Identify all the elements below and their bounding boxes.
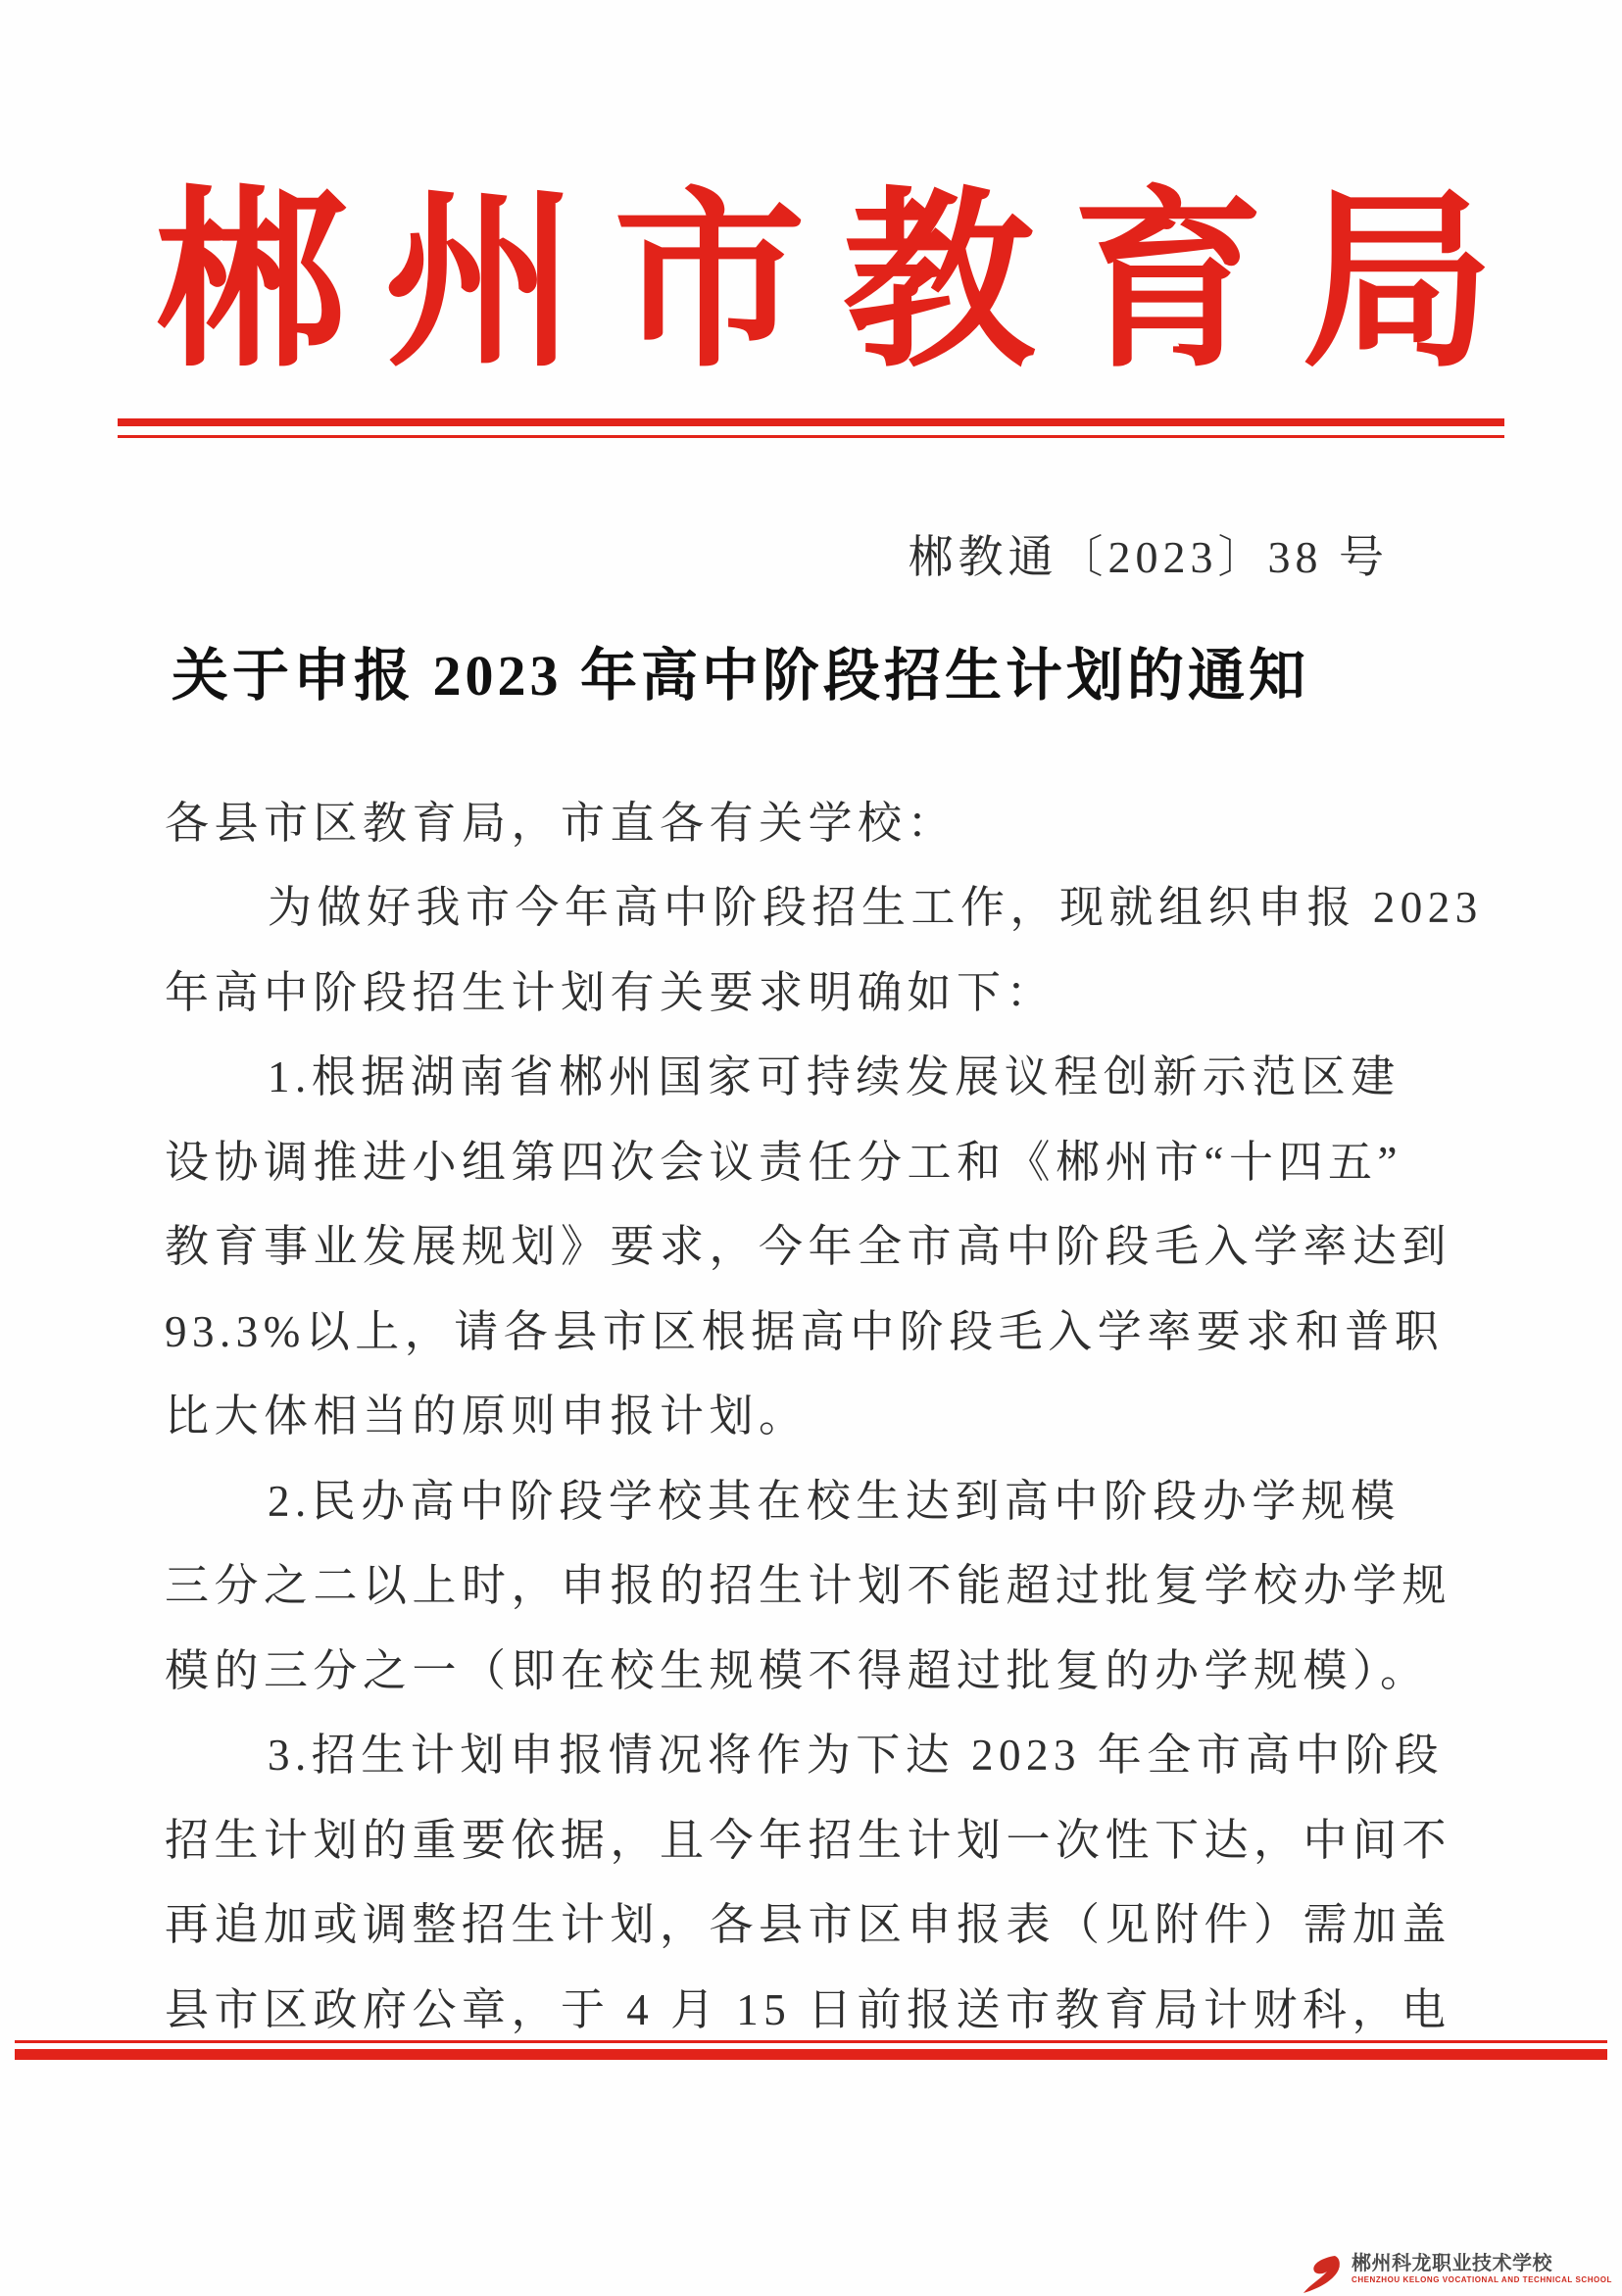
masthead-divider-thin-line	[118, 435, 1504, 438]
document-title: 关于申报 2023 年高中阶段招生计划的通知	[171, 644, 1309, 708]
body-line: 再追加或调整招生计划，各县市区申报表（见附件）需加盖	[165, 1900, 1452, 1950]
footer-divider-thick-line	[15, 2049, 1607, 2060]
body-line: 各县市区教育局，市直各有关学校：	[165, 798, 958, 848]
title-row	[0, 629, 1551, 711]
body-line: 设协调推进小组第四次会议责任分工和《郴州市“十四五”	[165, 1137, 1402, 1187]
document-number: 郴教通〔2023〕38 号	[908, 532, 1389, 582]
footer-divider	[15, 2040, 1607, 2062]
masthead-divider	[118, 418, 1504, 440]
school-name-en: CHENZHOU KELONG VOCATIONAL AND TECHNICAL SCHOOL	[1352, 2275, 1612, 2284]
school-logo-swoosh-icon	[1303, 2255, 1346, 2294]
body-line: 1.根据湖南省郴州国家可持续发展议程创新示范区建	[268, 1052, 1401, 1102]
body-line: 模的三分之一（即在校生规模不得超过批复的办学规模）。	[165, 1645, 1430, 1695]
body-line: 比大体相当的原则申报计划。	[165, 1392, 809, 1441]
footer-divider-thin-line	[15, 2040, 1607, 2043]
body-line: 为做好我市今年高中阶段招生工作，现就组织申报 2023	[268, 883, 1483, 933]
body-line: 3.招生计划申报情况将作为下达 2023 年全市高中阶段	[268, 1731, 1445, 1781]
body-line: 教育事业发展规划》要求，今年全市高中阶段毛入学率达到	[165, 1222, 1452, 1272]
body-line: 县市区政府公章，于 4 月 15 日前报送市教育局计财科，电	[165, 1984, 1451, 2034]
school-name-cn: 郴州科龙职业技术学校	[1352, 2253, 1552, 2274]
body-line: 2.民办高中阶段学校其在校生达到高中阶段办学规模	[268, 1476, 1401, 1526]
school-logo	[1303, 2253, 1612, 2294]
body-line: 年高中阶段招生计划有关要求明确如下：	[165, 967, 1057, 1017]
school-logo-text	[1352, 2253, 1612, 2285]
body-line: 招生计划的重要依据，且今年招生计划一次性下达，中间不	[165, 1815, 1452, 1865]
document-body	[165, 776, 1483, 2048]
body-line: 三分之二以上时，申报的招生计划不能超过批复学校办学规	[165, 1561, 1452, 1611]
body-line: 93.3%以上，请各县市区根据高中阶段毛入学率要求和普职	[165, 1306, 1445, 1356]
masthead-divider-thick-line	[118, 418, 1504, 426]
agency-masthead: 郴州市教育局	[155, 177, 1532, 390]
